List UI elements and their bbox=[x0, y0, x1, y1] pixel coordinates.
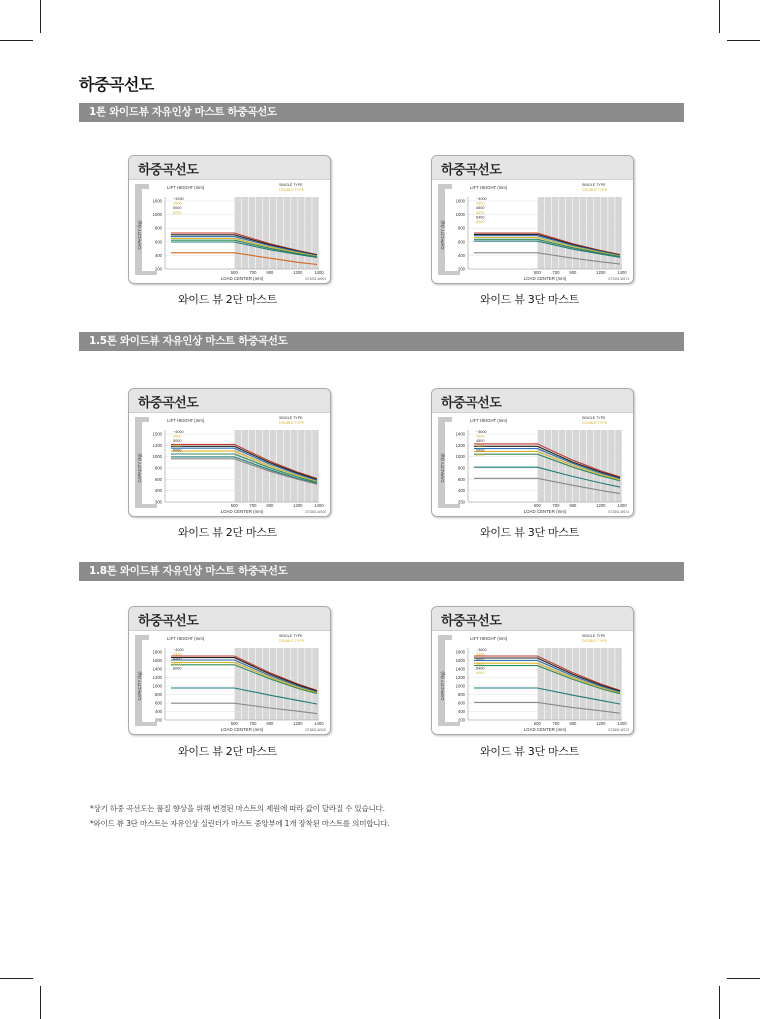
legend-label: 4350 bbox=[476, 201, 485, 206]
y-tick-label: 600 bbox=[155, 700, 162, 706]
double-type-label: DOUBLE TYPE bbox=[279, 188, 305, 192]
y-tick-label: 1000 bbox=[152, 683, 162, 689]
chart-code-label: GT1501-W100 bbox=[305, 510, 326, 514]
crop-mark bbox=[727, 978, 760, 979]
lift-height-label: LIFT HEIGHT (mm) bbox=[470, 636, 508, 641]
legend-label: 4300 bbox=[476, 652, 485, 657]
y-tick-label: 1600 bbox=[455, 198, 465, 204]
lift-height-label: LIFT HEIGHT (mm) bbox=[167, 418, 205, 423]
y-tick-label: 1500 bbox=[152, 431, 162, 437]
x-tick-label: 1200 bbox=[293, 503, 303, 508]
x-axis-label: LOAD CENTER (mm) bbox=[220, 727, 264, 732]
x-tick-label: 700 bbox=[249, 503, 257, 508]
crop-mark bbox=[40, 986, 41, 1019]
y-tick-label: 1200 bbox=[152, 442, 162, 448]
y-tick-label: 1400 bbox=[152, 666, 162, 672]
legend-label: 4800 bbox=[476, 443, 485, 448]
legend-label: 4500 bbox=[476, 657, 485, 662]
lift-height-label: LIFT HEIGHT (mm) bbox=[470, 418, 508, 423]
legend-label: 4300 bbox=[476, 434, 485, 439]
x-tick-label: 500 bbox=[533, 721, 541, 726]
legend-label: 5000 bbox=[173, 439, 182, 444]
double-type-label: DOUBLE TYPE bbox=[279, 639, 305, 643]
x-tick-label: 500 bbox=[533, 270, 541, 275]
x-tick-label: 1400 bbox=[314, 503, 324, 508]
load-chart bbox=[129, 630, 331, 735]
y-tick-label: 800 bbox=[458, 225, 465, 231]
y-tick-label: 800 bbox=[458, 465, 465, 471]
card-title: 하중곡선도 bbox=[138, 163, 199, 178]
legend-label: 6000 bbox=[476, 220, 485, 224]
x-tick-label: 500 bbox=[230, 270, 238, 275]
y-axis-label: CAPACITY (kg) bbox=[440, 671, 445, 701]
y-tick-label: 200 bbox=[458, 717, 465, 723]
legend-label: ~3600 bbox=[476, 430, 487, 434]
y-axis-label: CAPACITY (kg) bbox=[440, 220, 445, 250]
x-tick-label: 500 bbox=[533, 503, 541, 508]
load-chart bbox=[432, 179, 634, 284]
page-title: 하중곡선도 bbox=[79, 75, 154, 94]
single-type-label: SINGLE TYPE bbox=[279, 416, 303, 420]
chart-caption: 와이드 뷰 3단 마스트 bbox=[480, 745, 579, 758]
y-tick-label: 400 bbox=[155, 709, 162, 714]
section-title-1-8ton: 1.8톤 와이드뷰 자유인상 마스트 하중곡선도 bbox=[79, 562, 684, 581]
y-tick-label: 1800 bbox=[152, 649, 162, 655]
load-chart bbox=[129, 179, 331, 284]
x-tick-label: 700 bbox=[552, 270, 560, 275]
chart-caption: 와이드 뷰 2단 마스트 bbox=[178, 526, 277, 539]
y-tick-label: 1600 bbox=[455, 658, 465, 663]
card-header bbox=[432, 607, 633, 631]
card-header bbox=[432, 156, 633, 180]
x-tick-label: 1200 bbox=[596, 721, 606, 726]
legend-label: 5500 bbox=[173, 443, 182, 448]
y-tick-label: 600 bbox=[458, 700, 465, 706]
footnote: *상기 하중 곡선도는 품질 향상을 위해 변경된 마스트의 제원에 따라 값이 달라질 수 있습니다. bbox=[90, 804, 385, 813]
x-tick-label: 700 bbox=[249, 721, 257, 726]
y-tick-label: 600 bbox=[458, 476, 465, 482]
legend-label: 5400 bbox=[476, 215, 485, 220]
x-tick-label: 500 bbox=[230, 503, 238, 508]
chart-caption: 와이드 뷰 2단 마스트 bbox=[178, 745, 277, 758]
legend-label: 4800 bbox=[476, 210, 485, 215]
x-tick-label: 1400 bbox=[314, 270, 324, 275]
y-tick-label: 800 bbox=[458, 692, 465, 697]
single-type-label: SINGLE TYPE bbox=[279, 634, 303, 638]
single-type-label: SINGLE TYPE bbox=[582, 183, 606, 187]
section-title-1ton: 1톤 와이드뷰 자유인상 마스트 하중곡선도 bbox=[79, 103, 684, 122]
y-tick-label: 600 bbox=[155, 239, 162, 245]
chart-code-label: GT1001-W174 bbox=[608, 277, 629, 281]
legend-label: 6000 bbox=[173, 666, 182, 671]
x-tick-label: 900 bbox=[266, 270, 274, 275]
y-tick-label: 1000 bbox=[152, 454, 162, 460]
legend-label: 6000 bbox=[173, 448, 182, 453]
chart-code-label: GT1801-W174 bbox=[608, 728, 629, 732]
card-title: 하중곡선도 bbox=[138, 614, 199, 629]
legend-label: ~4000 bbox=[173, 648, 184, 652]
load-chart-card bbox=[128, 606, 331, 735]
x-tick-label: 1400 bbox=[617, 721, 627, 726]
crop-mark bbox=[0, 40, 33, 41]
chart-code-label: GT1001-W001 bbox=[305, 277, 326, 281]
y-tick-label: 1800 bbox=[455, 649, 465, 655]
x-tick-label: 900 bbox=[569, 721, 577, 726]
x-tick-label: 1200 bbox=[596, 270, 606, 275]
x-tick-label: 900 bbox=[569, 270, 577, 275]
y-tick-label: 1200 bbox=[152, 675, 162, 680]
x-axis-label: LOAD CENTER (mm) bbox=[523, 276, 567, 281]
legend-label: 6000 bbox=[476, 671, 485, 675]
y-tick-label: 200 bbox=[458, 266, 465, 272]
y-tick-label: 200 bbox=[155, 717, 162, 723]
x-tick-label: 1400 bbox=[314, 721, 324, 726]
card-title: 하중곡선도 bbox=[441, 163, 502, 178]
y-tick-label: 400 bbox=[458, 709, 465, 714]
y-tick-label: 600 bbox=[458, 239, 465, 245]
card-header bbox=[129, 389, 330, 413]
footnote: *와이드 뷰 3단 마스트는 자유인상 실린더가 마스트 중앙부에 1개 장착된 마스트를 의미합니다. bbox=[90, 819, 390, 828]
legend-label: 6000 bbox=[476, 453, 485, 457]
legend-label: 4500 bbox=[173, 657, 182, 662]
load-chart bbox=[129, 412, 331, 517]
y-tick-label: 400 bbox=[155, 488, 162, 494]
x-tick-label: 1200 bbox=[596, 503, 606, 508]
legend-label: 6000 bbox=[173, 210, 182, 215]
y-tick-label: 1400 bbox=[455, 666, 465, 672]
legend-label: 4500 bbox=[476, 439, 485, 444]
y-tick-label: 600 bbox=[155, 476, 162, 482]
legend-label: 4800 bbox=[476, 661, 485, 666]
legend-label: 5400 bbox=[476, 666, 485, 671]
legend-label: 4300 bbox=[173, 652, 182, 657]
crop-mark bbox=[719, 986, 720, 1019]
legend-label: ~4000 bbox=[476, 197, 487, 201]
card-header bbox=[432, 389, 633, 413]
chart-code-label: GT1501-W174 bbox=[608, 510, 629, 514]
x-tick-label: 1200 bbox=[293, 721, 303, 726]
y-tick-label: 1000 bbox=[152, 212, 162, 218]
card-header bbox=[129, 156, 330, 180]
y-tick-label: 800 bbox=[155, 465, 162, 471]
x-tick-label: 700 bbox=[552, 721, 560, 726]
y-tick-label: 400 bbox=[458, 252, 465, 258]
x-tick-label: 900 bbox=[266, 721, 274, 726]
legend-label: 4500 bbox=[173, 201, 182, 206]
y-tick-label: 400 bbox=[155, 252, 162, 258]
x-tick-label: 500 bbox=[230, 721, 238, 726]
y-axis-label: CAPACITY (kg) bbox=[137, 220, 142, 250]
x-tick-label: 1400 bbox=[617, 503, 627, 508]
lift-height-label: LIFT HEIGHT (mm) bbox=[470, 185, 508, 190]
load-chart-card bbox=[431, 155, 634, 284]
y-tick-label: 800 bbox=[155, 225, 162, 231]
y-tick-label: 1200 bbox=[455, 442, 465, 448]
y-tick-label: 400 bbox=[458, 488, 465, 494]
crop-mark bbox=[40, 0, 41, 33]
y-tick-label: 300 bbox=[155, 499, 162, 505]
x-tick-label: 700 bbox=[249, 270, 257, 275]
double-type-label: DOUBLE TYPE bbox=[582, 188, 608, 192]
x-axis-label: LOAD CENTER (mm) bbox=[220, 509, 264, 514]
y-axis-label: CAPACITY (kg) bbox=[137, 453, 142, 483]
crop-mark bbox=[0, 978, 33, 979]
lift-height-label: LIFT HEIGHT (mm) bbox=[167, 636, 205, 641]
load-chart-card bbox=[431, 388, 634, 517]
x-tick-label: 900 bbox=[569, 503, 577, 508]
y-tick-label: 1200 bbox=[455, 675, 465, 680]
y-tick-label: 250 bbox=[458, 499, 465, 505]
load-chart-card bbox=[431, 606, 634, 735]
x-tick-label: 900 bbox=[266, 503, 274, 508]
x-axis-label: LOAD CENTER (mm) bbox=[523, 727, 567, 732]
y-tick-label: 1600 bbox=[152, 658, 162, 663]
y-axis-label: CAPACITY (kg) bbox=[137, 671, 142, 701]
y-tick-label: 1400 bbox=[455, 431, 465, 437]
load-chart-card bbox=[128, 388, 331, 517]
card-title: 하중곡선도 bbox=[441, 396, 502, 411]
legend-label: 4500 bbox=[476, 206, 485, 211]
y-tick-label: 1000 bbox=[455, 454, 465, 460]
section-title-1-5ton: 1.5톤 와이드뷰 자유인상 마스트 하중곡선도 bbox=[79, 332, 684, 351]
single-type-label: SINGLE TYPE bbox=[582, 634, 606, 638]
chart-caption: 와이드 뷰 2단 마스트 bbox=[178, 293, 277, 306]
lift-height-label: LIFT HEIGHT (mm) bbox=[167, 185, 205, 190]
legend-label: 5000 bbox=[173, 206, 182, 211]
x-axis-label: LOAD CENTER (mm) bbox=[220, 276, 264, 281]
x-tick-label: 1200 bbox=[293, 270, 303, 275]
legend-label: 5400 bbox=[476, 448, 485, 453]
legend-label: ~3600 bbox=[476, 648, 487, 652]
legend-label: ~4000 bbox=[173, 430, 184, 434]
legend-label: 5000 bbox=[173, 661, 182, 666]
card-header bbox=[129, 607, 330, 631]
single-type-label: SINGLE TYPE bbox=[279, 183, 303, 187]
load-chart bbox=[432, 412, 634, 517]
y-tick-label: 1600 bbox=[152, 198, 162, 204]
chart-caption: 와이드 뷰 3단 마스트 bbox=[480, 526, 579, 539]
load-chart bbox=[432, 630, 634, 735]
single-type-label: SINGLE TYPE bbox=[582, 416, 606, 420]
load-chart-card bbox=[128, 155, 331, 284]
chart-code-label: GT1801-W100 bbox=[305, 728, 326, 732]
y-tick-label: 1000 bbox=[455, 212, 465, 218]
chart-caption: 와이드 뷰 3단 마스트 bbox=[480, 293, 579, 306]
card-title: 하중곡선도 bbox=[441, 614, 502, 629]
legend-label: ~4250 bbox=[173, 197, 184, 201]
y-tick-label: 200 bbox=[155, 266, 162, 272]
y-tick-label: 1000 bbox=[455, 683, 465, 689]
double-type-label: DOUBLE TYPE bbox=[582, 639, 608, 643]
x-axis-label: LOAD CENTER (mm) bbox=[523, 509, 567, 514]
double-type-label: DOUBLE TYPE bbox=[279, 421, 305, 425]
y-tick-label: 800 bbox=[155, 692, 162, 697]
x-tick-label: 700 bbox=[552, 503, 560, 508]
x-tick-label: 1400 bbox=[617, 270, 627, 275]
double-type-label: DOUBLE TYPE bbox=[582, 421, 608, 425]
crop-mark bbox=[727, 40, 760, 41]
card-title: 하중곡선도 bbox=[138, 396, 199, 411]
y-axis-label: CAPACITY (kg) bbox=[440, 453, 445, 483]
crop-mark bbox=[719, 0, 720, 33]
legend-label: 4500 bbox=[173, 434, 182, 439]
